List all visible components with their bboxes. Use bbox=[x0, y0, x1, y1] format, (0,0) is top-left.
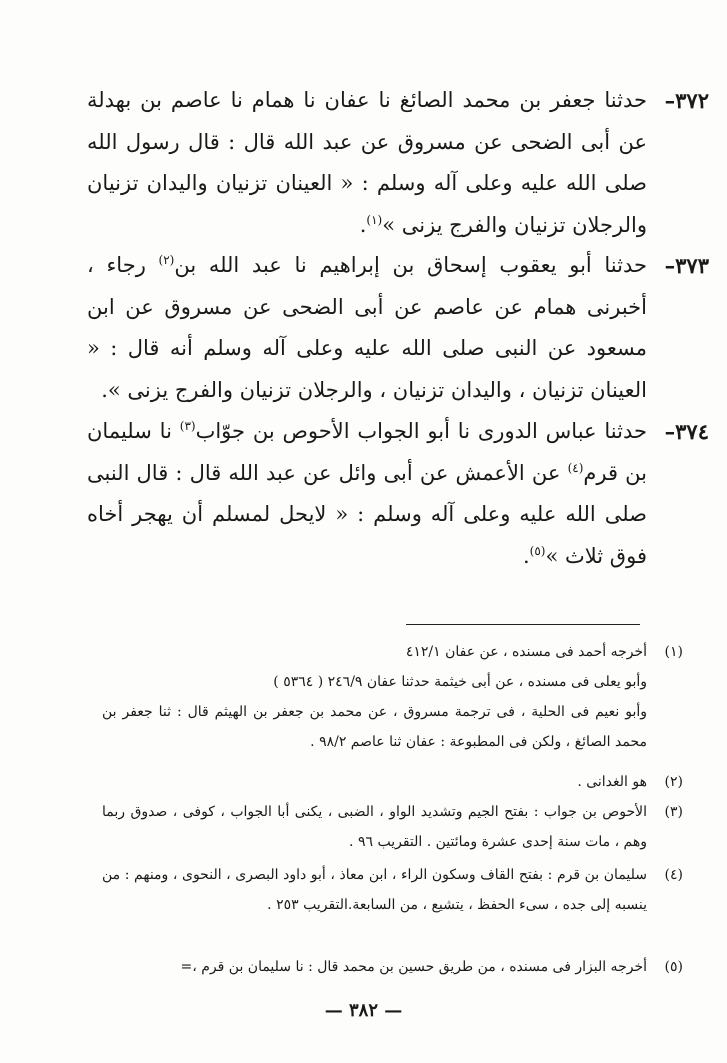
footnote-ref: (٣) bbox=[179, 419, 196, 433]
footnote-ref: (٥) bbox=[529, 543, 546, 558]
hadith-text-cont: رجاء ، أخبرنى همام عن عاصم عن أبى الضحى عن مسروق عن ابن مسعود عن النبى صلى الله عليه وعلى آله وسلم أنه قال : « العينان تزنيان ، واليدان تزنيان ، والرجلان تزنيان والفرج يزنى ». bbox=[87, 253, 647, 402]
hadith-374 bbox=[87, 411, 709, 577]
hadith-text: حدثنا جعفر بن محمد الصائغ نا عفان نا همام نا عاصم بن بهدلة عن أبى الضحى عن مسروق عن عبد الله قال : قال رسول الله صلى الله عليه وعلى آله وسلم : « العينان تزنيان واليدان تزنيان والرجلان تزنيان والفرج يزنى » bbox=[87, 88, 647, 237]
hadith-number: ٣٧٢– bbox=[664, 88, 709, 113]
footnote-line: الأحوص بن جواب : بفتح الجيم وتشديد الواو ، الضبى ، يكنى أبا الجواب ، كوفى ، صدوق ربما وهم ، مات سنة إحدى عشرة ومائتين . التقريب ٩٦ . bbox=[102, 804, 647, 850]
hadith-text: حدثنا أبو يعقوب إسحاق بن إبراهيم نا عبد الله بن bbox=[174, 253, 647, 277]
footnote-line: وأبو نعيم فى الحلية ، فى ترجمة مسروق ، عن محمد بن جعفر بن الهيثم قال : ثنا جعفر بن محمد الصائغ ، ولكن فى المطبوعة : عفان ثنا عاصم ٩٨/٢ . bbox=[102, 704, 647, 750]
footnote-line: هو الغدانى . bbox=[577, 774, 647, 790]
footnote-line: أخرجه أحمد فى مسنده ، عن عفان ٤١٢/١ bbox=[405, 644, 647, 660]
footnote-line: سليمان بن قرم : بفتح القاف وسكون الراء ، ابن معاذ ، أبو داود البصرى ، النحوى ، ومنهم : من ينسبه إلى جده ، سىء الحفظ ، يتشيع ، من السابعة.التقريب ٢٥٣ . bbox=[102, 867, 647, 913]
hadith-text-cont: عن الأعمش عن أبى وائل عن عبد الله قال : قال النبى صلى الله عليه وعلى آله وسلم : « لايحل لمسلم أن يهجر أخاه فوق ثلاث » bbox=[87, 460, 647, 568]
hadith-number: ٣٧٣– bbox=[664, 253, 709, 278]
footnote-number: (٣) bbox=[664, 804, 683, 820]
hadith-number: ٣٧٤– bbox=[664, 419, 709, 444]
hadith-372 bbox=[87, 80, 709, 246]
hadith-373 bbox=[87, 245, 709, 411]
footnote-3 bbox=[102, 797, 683, 857]
footnote-number: (١) bbox=[664, 644, 683, 660]
hadith-text-cont: نا سليمان بن قرم bbox=[87, 419, 647, 485]
footnote-separator bbox=[406, 624, 640, 625]
hadith-text: حدثنا عباس الدورى نا أبو الجواب الأحوص بن جوّاب bbox=[195, 419, 647, 443]
footnote-number: (٢) bbox=[664, 774, 683, 790]
footnote-1 bbox=[102, 637, 683, 757]
footnote-2 bbox=[102, 767, 683, 797]
hadith-tail: . bbox=[522, 543, 530, 568]
footnote-line: وأبو يعلى فى مسنده ، عن أبى خيثمة حدثنا عفان ٢٤٦/٩ ( ٥٣٦٤ ) bbox=[273, 674, 647, 690]
page-number: — ٣٨٢ — bbox=[324, 1000, 403, 1021]
footnote-ref: (١) bbox=[366, 212, 383, 227]
footnote-5 bbox=[102, 952, 683, 982]
footnote-4 bbox=[102, 860, 683, 920]
footnote-line: أخرجه البزار فى مسنده ، من طريق حسين بن محمد قال : نا سليمان بن قرم ،= bbox=[180, 959, 647, 975]
hadith-tail: . bbox=[359, 212, 367, 237]
footnote-number: (٥) bbox=[664, 959, 683, 975]
footnote-number: (٤) bbox=[664, 867, 683, 883]
footnote-ref: (٢) bbox=[158, 253, 175, 267]
footnote-ref: (٤) bbox=[567, 460, 584, 475]
